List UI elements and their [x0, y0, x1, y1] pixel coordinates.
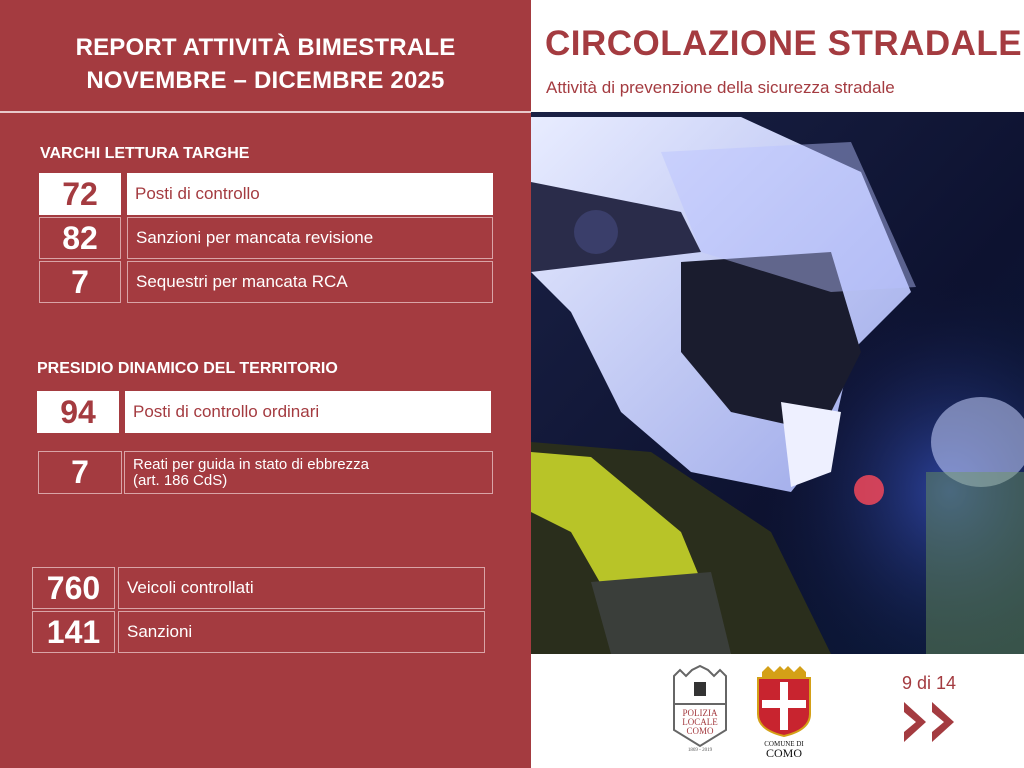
polizia-logo-line3: COMO [686, 726, 714, 736]
stat-value: 141 [32, 611, 115, 653]
page-indicator: 9 di 14 [902, 673, 957, 693]
page-subtitle: Attività di prevenzione della sicurezza stradale [546, 78, 895, 97]
stat-label: Posti di controllo [127, 173, 493, 215]
stat-value: 760 [32, 567, 115, 609]
stat-label: Sanzioni per mancata revisione [127, 217, 493, 259]
report-header [0, 0, 531, 112]
stat-value: 72 [39, 173, 121, 215]
section-title-varchi: VARCHI LETTURA TARGHE [40, 145, 250, 162]
officer-photo [531, 112, 1024, 654]
polizia-logo-line2: LOCALE [682, 717, 718, 727]
stat-label [124, 451, 493, 494]
double-chevron-right-icon [902, 698, 980, 748]
polizia-logo-years: 1869 - 2019 [687, 748, 713, 753]
stat-label: Posti di controllo ordinari [125, 391, 491, 433]
next-page-button[interactable] [902, 698, 980, 748]
stat-label: Veicoli controllati [118, 567, 485, 609]
report-title: REPORT ATTIVITÀ BIMESTRALE [75, 34, 456, 61]
stat-value: 82 [39, 217, 121, 259]
stat-value: 94 [37, 391, 119, 433]
stat-label: Sanzioni [118, 611, 485, 653]
comune-como-logo [752, 664, 816, 758]
polizia-logo-line1: POLIZIA [682, 708, 718, 718]
stat-label: Sequestri per mancata RCA [127, 261, 493, 303]
polizia-locale-logo [668, 664, 732, 754]
stat-label-line2: (art. 186 CdS) [133, 472, 228, 489]
comune-logo-line2: COMO [765, 746, 803, 758]
stat-label-line1: Reati per guida in stato di ebbrezza [133, 456, 369, 473]
stat-value: 7 [39, 261, 121, 303]
stat-value: 7 [38, 451, 122, 494]
page-title: CIRCOLAZIONE STRADALE [545, 24, 1023, 63]
header-divider [0, 111, 531, 113]
section-title-presidio: PRESIDIO DINAMICO DEL TERRITORIO [37, 360, 338, 377]
report-period: NOVEMBRE – DICEMBRE 2025 [86, 67, 445, 94]
comune-logo-line1: COMUNE DI [764, 740, 804, 748]
